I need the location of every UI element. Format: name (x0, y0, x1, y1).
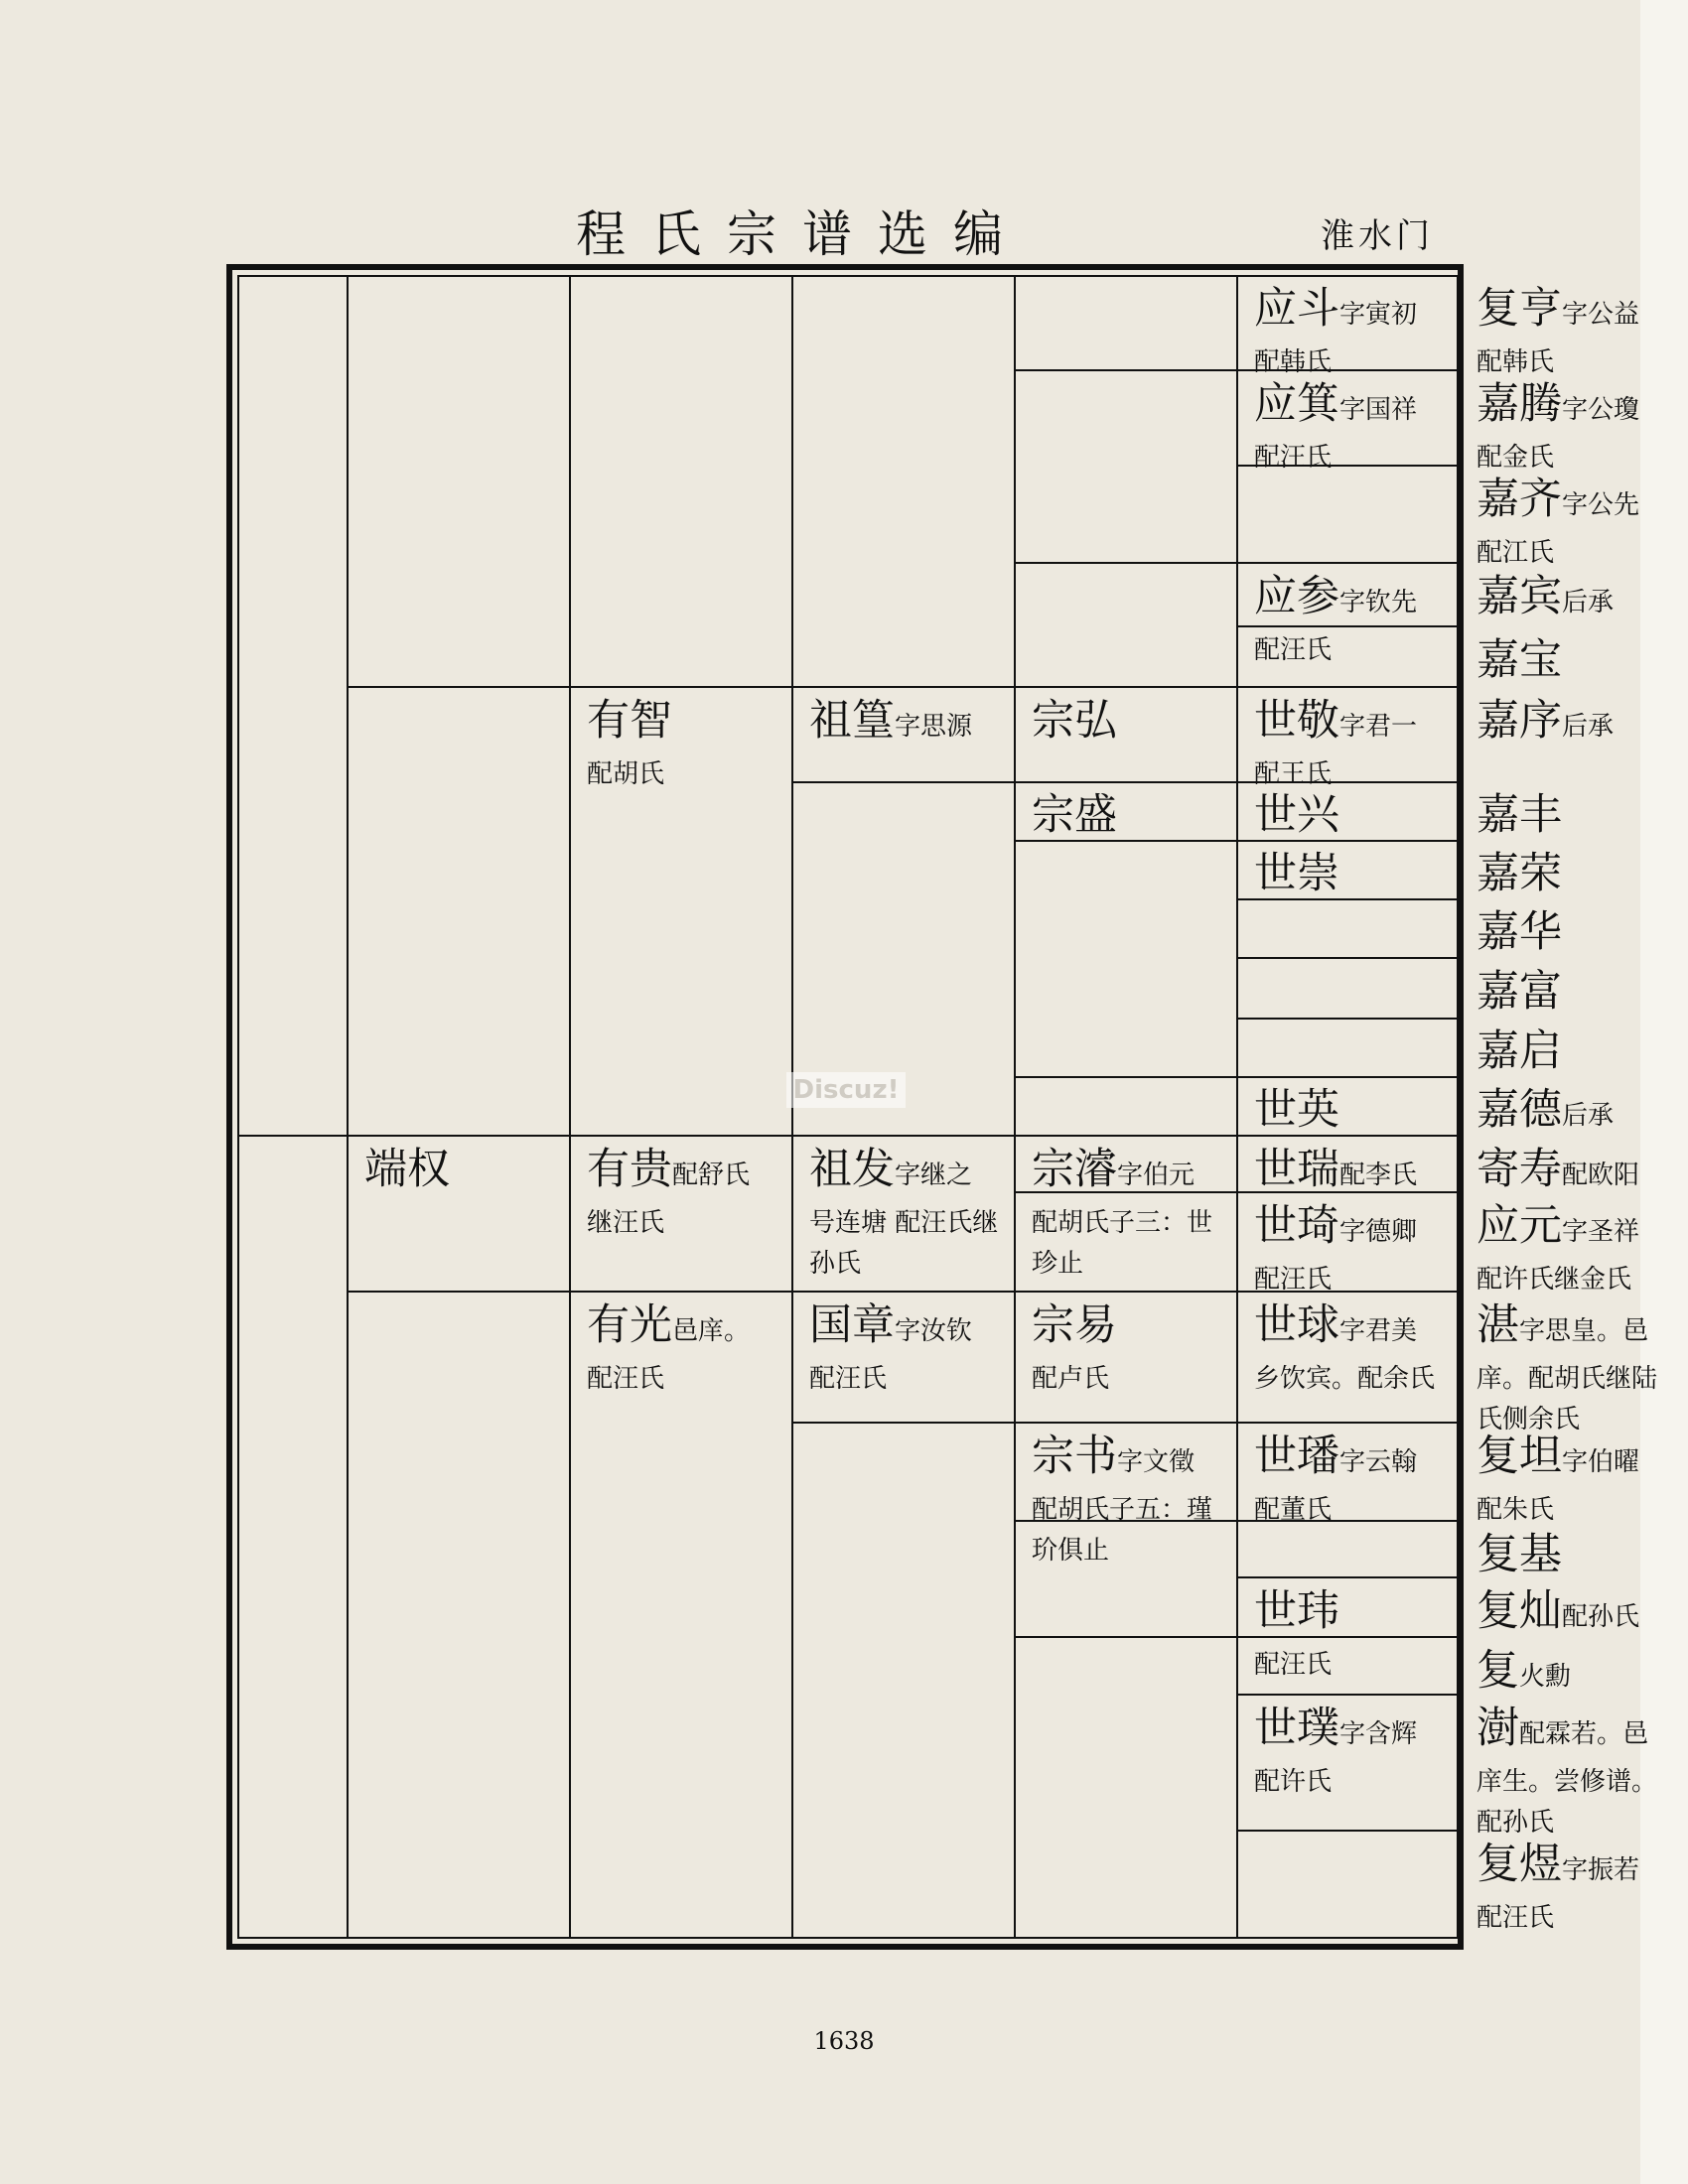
genealogy-cell (809, 1300, 1018, 1400)
person-name: 寄寿 (1477, 1145, 1562, 1194)
spouse-note: 配金氏 (1477, 443, 1555, 473)
person-name: 祖篁 (809, 696, 895, 746)
spouse-note: 配江氏 (1477, 538, 1555, 568)
person-name: 宗书 (1032, 1432, 1117, 1481)
genealogy-cell (1254, 1586, 1463, 1686)
row-divider (1236, 957, 1459, 959)
courtesy-note: 后承 (1562, 588, 1615, 617)
spouse-note: 继汪氏 (587, 1208, 665, 1238)
person-name: 宗弘 (1032, 696, 1117, 746)
courtesy-note: 字云翰 (1339, 1447, 1418, 1477)
genealogy-cell (1477, 907, 1685, 957)
person-name: 世玮 (1254, 1586, 1339, 1636)
courtesy-note: 字汝钦 (895, 1316, 973, 1346)
spouse-note: 配汪氏 (587, 1364, 665, 1394)
genealogy-cell (1477, 1840, 1685, 1939)
person-name: 宗盛 (1032, 790, 1117, 840)
genealogy-cell (1032, 696, 1240, 746)
spouse-note: 配韩氏 (1254, 347, 1333, 377)
person-name: 世瑞 (1254, 1145, 1339, 1194)
courtesy-note: 字公益 (1562, 300, 1640, 330)
genealogy-cell (1477, 849, 1685, 898)
person-name: 宗易 (1032, 1300, 1117, 1350)
spouse-note: 配汪氏 (1254, 443, 1333, 473)
person-name: 端权 (364, 1145, 450, 1194)
genealogy-cell (1254, 284, 1463, 383)
row-divider (1014, 1076, 1459, 1078)
genealogy-cell (1254, 1145, 1463, 1194)
person-name: 复 (1477, 1646, 1519, 1696)
genealogy-cell (587, 1300, 795, 1400)
page-number: 1638 (813, 2027, 875, 2055)
spouse-note: 配汪氏 (1254, 1265, 1333, 1295)
column-divider (569, 275, 571, 1939)
person-name: 复亨 (1477, 284, 1562, 334)
courtesy-note: 字君美 (1339, 1316, 1418, 1346)
person-name: 应斗 (1254, 284, 1339, 334)
genealogy-cell (1477, 1300, 1685, 1440)
courtesy-note: 字公瓊 (1562, 395, 1640, 425)
genealogy-cell (1477, 1646, 1685, 1696)
person-name: 嘉华 (1477, 907, 1562, 957)
genealogy-cell (1477, 1432, 1685, 1531)
courtesy-note: 字圣祥 (1562, 1217, 1640, 1247)
person-name: 世崇 (1254, 849, 1339, 898)
person-name: 复坦 (1477, 1432, 1562, 1481)
person-name: 嘉齐 (1477, 475, 1562, 524)
row-divider (347, 686, 1459, 688)
courtesy-note: 字公先 (1562, 490, 1640, 520)
genealogy-cell (587, 1145, 795, 1244)
spouse-note: 配董氏 (1254, 1495, 1333, 1525)
spouse-note: 配卢氏 (1032, 1364, 1110, 1394)
genealogy-cell (1477, 1201, 1685, 1300)
row-divider (1236, 1694, 1459, 1696)
courtesy-note: 字文徵 (1117, 1447, 1196, 1477)
courtesy-note: 后承 (1562, 712, 1615, 742)
spouse-note: 配许氏继金氏 (1477, 1265, 1632, 1295)
spouse-note: 配胡氏子三：世 珍止 (1032, 1208, 1213, 1279)
row-divider (1236, 1018, 1459, 1020)
watermark: Discuz! (786, 1072, 906, 1108)
genealogy-cell (1477, 379, 1685, 478)
person-name: 嘉启 (1477, 1026, 1562, 1076)
genealogy-cell (809, 696, 1018, 746)
person-name: 嘉宾 (1477, 572, 1562, 621)
person-name: 国章 (809, 1300, 895, 1350)
genealogy-cell (1254, 1704, 1463, 1803)
genealogy-cell (1477, 1085, 1685, 1135)
courtesy-note: 字思皇。邑 (1519, 1316, 1649, 1346)
courtesy-note: 字伯元 (1117, 1160, 1196, 1190)
column-divider (1014, 275, 1016, 1939)
spouse-note: 配韩氏 (1477, 347, 1555, 377)
person-name: 有光 (587, 1300, 672, 1350)
genealogy-cell (1254, 1201, 1463, 1300)
courtesy-note: 字寅初 (1339, 300, 1418, 330)
courtesy-note: 字钦先 (1339, 588, 1418, 617)
spouse-note: 配汪氏 (809, 1364, 888, 1394)
person-name: 祖发 (809, 1145, 895, 1194)
person-name: 世球 (1254, 1300, 1339, 1350)
row-divider (1236, 1576, 1459, 1578)
courtesy-note: 字德卿 (1339, 1217, 1418, 1247)
person-name: 嘉腾 (1477, 379, 1562, 429)
genealogy-cell (1032, 1300, 1240, 1400)
person-name: 宗濬 (1032, 1145, 1117, 1194)
section-label: 淮水门 (1321, 216, 1434, 256)
genealogy-cell (1254, 572, 1463, 671)
person-name: 世兴 (1254, 790, 1339, 840)
spouse-note: 号连塘 配汪氏继孙氏 (809, 1208, 999, 1279)
person-name: 嘉宝 (1477, 635, 1562, 685)
row-divider (1236, 1830, 1459, 1832)
person-name: 应箕 (1254, 379, 1339, 429)
genealogy-cell (1254, 1432, 1463, 1531)
row-divider (1236, 898, 1459, 900)
courtesy-note: 字国祥 (1339, 395, 1418, 425)
page-title: 程氏宗谱选编 (576, 205, 1029, 263)
genealogy-cell (1254, 849, 1463, 898)
spouse-note: 配许氏 (1254, 1767, 1333, 1797)
genealogy-cell (1477, 572, 1685, 621)
genealogy-cell (1477, 1530, 1685, 1579)
genealogy-cell (1477, 790, 1685, 840)
genealogy-cell (1477, 635, 1685, 685)
courtesy-note: 配欧阳 (1562, 1160, 1640, 1190)
person-name: 嘉德 (1477, 1085, 1562, 1135)
genealogy-cell (1477, 1586, 1685, 1636)
person-name: 湛 (1477, 1300, 1519, 1350)
genealogy-cell (1032, 790, 1240, 840)
row-divider (1014, 840, 1236, 842)
row-divider (1236, 840, 1459, 842)
courtesy-note: 火勳 (1519, 1662, 1572, 1692)
genealogy-cell (1254, 1300, 1463, 1400)
row-divider (1014, 562, 1459, 564)
spouse-note: 配朱氏 (1477, 1495, 1555, 1525)
person-name: 有智 (587, 696, 672, 746)
spouse-note: 乡饮宾。配余氏 (1254, 1364, 1436, 1394)
spouse-note: 配王氏 (1254, 759, 1333, 789)
spouse-note: 庠。配胡氏继陆 氏侧余氏 (1477, 1364, 1658, 1434)
spouse-note: 配胡氏 (587, 759, 665, 789)
genealogy-cell (1032, 1432, 1240, 1571)
courtesy-note: 邑庠。 (672, 1316, 751, 1346)
courtesy-note: 配霖若。邑 (1519, 1719, 1649, 1749)
courtesy-note: 后承 (1562, 1101, 1615, 1131)
person-name: 世敬 (1254, 696, 1339, 746)
genealogy-cell (587, 696, 795, 795)
row-divider (237, 1135, 1459, 1137)
courtesy-note: 字思源 (895, 712, 973, 742)
courtesy-note: 配孙氏 (1562, 1602, 1640, 1632)
person-name: 复基 (1477, 1530, 1562, 1579)
spouse-note: 配胡氏子五：瑾 玠俱止 (1032, 1495, 1213, 1566)
genealogy-cell (1477, 475, 1685, 574)
person-name: 复煜 (1477, 1840, 1562, 1889)
courtesy-note: 配李氏 (1339, 1160, 1418, 1190)
column-divider (1236, 275, 1238, 1939)
genealogy-cell (1477, 284, 1685, 383)
person-name: 有贵 (587, 1145, 672, 1194)
genealogy-cell (364, 1145, 573, 1194)
genealogy-cell (809, 1145, 1018, 1285)
courtesy-note: 字振若 (1562, 1855, 1640, 1885)
spouse-note: 配汪氏 (1254, 1650, 1333, 1680)
courtesy-note: 配舒氏 (672, 1160, 751, 1190)
courtesy-note: 字继之 (895, 1160, 973, 1190)
person-name: 应元 (1477, 1201, 1562, 1251)
person-name: 世璞 (1254, 1704, 1339, 1753)
genealogy-cell (1254, 790, 1463, 840)
person-name: 嘉序 (1477, 696, 1562, 746)
person-name: 嘉富 (1477, 967, 1562, 1017)
genealogy-cell (1477, 1026, 1685, 1076)
row-divider (791, 1422, 1459, 1424)
person-name: 应参 (1254, 572, 1339, 621)
courtesy-note: 字君一 (1339, 712, 1418, 742)
person-name: 复灿 (1477, 1586, 1562, 1636)
spouse-note: 配汪氏 (1477, 1903, 1555, 1933)
person-name: 澍 (1477, 1704, 1519, 1753)
spouse-note: 庠生。尝修谱。 配孙氏 (1477, 1767, 1658, 1838)
genealogy-cell (1477, 696, 1685, 746)
genealogy-cell (1477, 1704, 1685, 1843)
spouse-note: 配汪氏 (1254, 635, 1333, 665)
courtesy-note: 字含辉 (1339, 1719, 1418, 1749)
courtesy-note: 字伯曜 (1562, 1447, 1640, 1477)
genealogy-cell (1032, 1145, 1240, 1285)
genealogy-cell (1477, 1145, 1685, 1194)
genealogy-cell (1477, 967, 1685, 1017)
genealogy-cell (1254, 1085, 1463, 1135)
person-name: 嘉丰 (1477, 790, 1562, 840)
person-name: 世琦 (1254, 1201, 1339, 1251)
person-name: 世英 (1254, 1085, 1339, 1135)
genealogy-cell (1254, 696, 1463, 795)
column-divider (347, 275, 349, 1939)
person-name: 世璠 (1254, 1432, 1339, 1481)
person-name: 嘉荣 (1477, 849, 1562, 898)
genealogy-cell (1254, 379, 1463, 478)
